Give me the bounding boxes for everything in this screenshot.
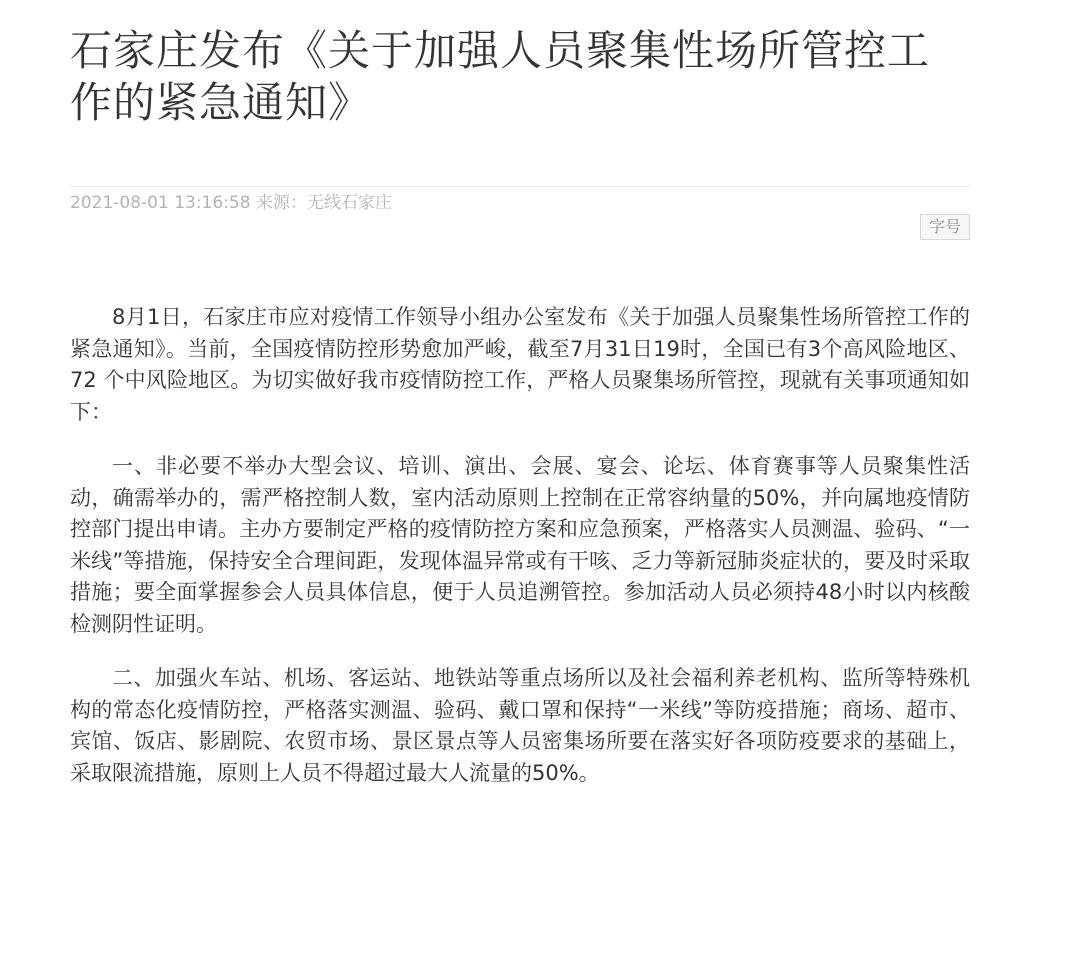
article-title: 石家庄发布《关于加强人员聚集性场所管控工作的紧急通知》 (70, 26, 931, 127)
article-body (70, 302, 970, 812)
article-meta: 2021-08-01 13:16:58 来源：无线石家庄 (70, 193, 392, 213)
paragraph-item-1: 一、非必要不举办大型会议、培训、演出、会展、宴会、论坛、体育赛事等人员聚集性活动，确需举办的，需严格控制人数，室内活动原则上控制在正常容纳量的50%，并向属地疫情防控部门提出申请。主办方要制定严格的疫情防控方案和应急预案，严格落实人员测温、验码、“一米线”等措施，保持安全合理间距，发现体温异常或有干咳、乏力等新冠肺炎症状的，要及时采取措施；要全面掌握参会人员具体信息，便于人员追溯管控。参加活动人员必须持48小时以内核酸检测阴性证明。 (70, 454, 970, 636)
meta-row (70, 186, 970, 236)
paragraph-item-2: 二、加强火车站、机场、客运站、地铁站等重点场所以及社会福利养老机构、监所等特殊机构的常态化疫情防控，严格落实测温、验码、戴口罩和保持“一米线”等防疫措施；商场、超市、宾馆、饭店、影剧院、农贸市场、景区景点等人员密集场所要在落实好各项防疫要求的基础上，采取限流措施，原则上人员不得超过最大人流量的50%。 (70, 666, 970, 785)
paragraph-intro: 8月1日，石家庄市应对疫情工作领导小组办公室发布《关于加强人员聚集性场所管控工作的紧急通知》。当前，全国疫情防控形势愈加严峻，截至7月31日19时，全国已有3个高风险地区、72 个中风险地区。为切实做好我市疫情防控工作，严格人员聚集场所管控，现就有关事项通知如下： (70, 305, 970, 424)
article (70, 0, 970, 785)
font-size-button[interactable]: 字号 (920, 214, 970, 240)
